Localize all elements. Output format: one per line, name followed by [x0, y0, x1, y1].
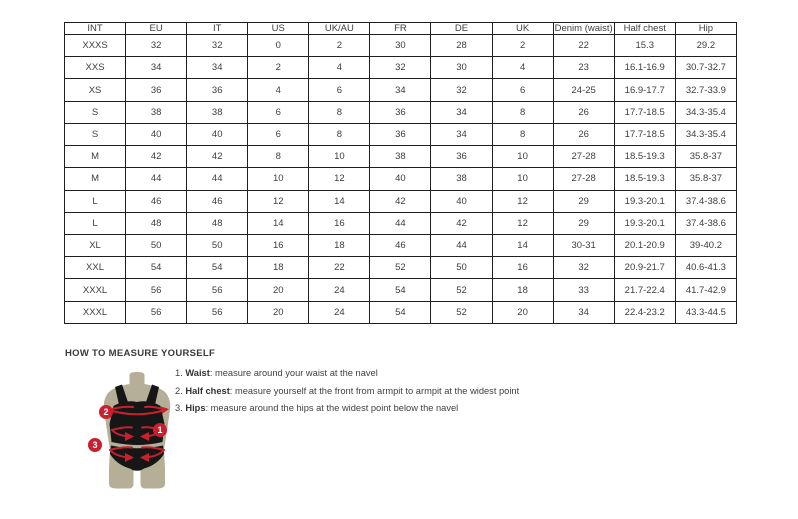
table-cell: 40 — [431, 190, 492, 212]
table-cell: 56 — [126, 279, 187, 301]
table-cell: 36 — [370, 101, 431, 123]
table-cell: 37.4-38.6 — [675, 212, 736, 234]
table-cell: 18 — [248, 257, 309, 279]
measure-instruction-half-chest — [175, 383, 519, 401]
instruction-text: : measure around the hips at the widest point below the navel — [205, 403, 459, 413]
table-cell: 52 — [431, 279, 492, 301]
table-cell: 18 — [492, 279, 553, 301]
instruction-text: : measure around your waist at the navel — [209, 368, 378, 378]
table-cell: M — [65, 146, 126, 168]
table-cell: 24 — [309, 301, 370, 323]
table-cell: 34 — [431, 101, 492, 123]
table-cell: 54 — [370, 301, 431, 323]
table-row — [65, 212, 737, 234]
table-row — [65, 257, 737, 279]
table-cell: 44 — [431, 234, 492, 256]
table-cell: 56 — [187, 301, 248, 323]
table-cell: 30 — [431, 57, 492, 79]
table-cell: 22 — [309, 257, 370, 279]
column-header: UK/AU — [309, 23, 370, 35]
table-cell: 32 — [431, 79, 492, 101]
table-cell: XXS — [65, 57, 126, 79]
table-cell: 50 — [431, 257, 492, 279]
table-cell: 8 — [309, 101, 370, 123]
table-cell: 16 — [248, 234, 309, 256]
table-cell: 20 — [248, 279, 309, 301]
column-header: Denim (waist) — [554, 23, 613, 34]
table-cell: 32 — [126, 35, 187, 57]
table-cell: 20.1-20.9 — [614, 234, 675, 256]
table-cell: 12 — [492, 190, 553, 212]
measure-instructions — [175, 365, 519, 418]
table-cell: 52 — [370, 257, 431, 279]
column-header: INT — [65, 23, 126, 35]
table-row — [65, 301, 737, 323]
measure-section-title: HOW TO MEASURE YOURSELF — [65, 348, 216, 359]
table-cell: 14 — [309, 190, 370, 212]
table-cell: 19.3-20.1 — [614, 190, 675, 212]
table-cell: 12 — [492, 212, 553, 234]
table-cell: 16.9-17.7 — [614, 79, 675, 101]
table-cell: 6 — [492, 79, 553, 101]
table-cell: 34 — [553, 301, 614, 323]
table-cell: XXXL — [65, 279, 126, 301]
measure-instruction-waist — [175, 365, 519, 383]
table-cell: 34 — [370, 79, 431, 101]
instruction-number: 2. — [175, 385, 183, 396]
table-cell: 12 — [248, 190, 309, 212]
table-cell: 36 — [370, 123, 431, 145]
size-table-body — [65, 35, 737, 324]
table-cell: 6 — [248, 123, 309, 145]
table-cell: 19.3-20.1 — [614, 212, 675, 234]
table-cell: 27-28 — [553, 168, 614, 190]
table-cell: 4 — [309, 57, 370, 79]
table-row — [65, 234, 737, 256]
table-cell: 28 — [431, 35, 492, 57]
table-row — [65, 57, 737, 79]
instruction-number: 1. — [175, 368, 183, 378]
marker-chest — [99, 405, 113, 419]
table-cell: 4 — [492, 57, 553, 79]
table-cell: 20 — [248, 301, 309, 323]
table-cell: 56 — [187, 279, 248, 301]
table-cell: 2 — [492, 35, 553, 57]
table-cell: 24-25 — [553, 79, 614, 101]
table-cell: 40 — [126, 123, 187, 145]
table-cell: 10 — [492, 146, 553, 168]
table-cell: 10 — [492, 168, 553, 190]
table-row — [65, 190, 737, 212]
table-cell: XXXL — [65, 301, 126, 323]
table-cell: 15.3 — [614, 35, 675, 57]
table-cell: 22 — [553, 35, 614, 57]
marker-waist-number: 1 — [157, 425, 163, 436]
table-cell: 8 — [492, 123, 553, 145]
table-cell: 21.7-22.4 — [614, 279, 675, 301]
size-table-head — [65, 23, 737, 35]
table-cell: 30 — [370, 35, 431, 57]
column-header: Hip — [675, 23, 736, 35]
table-cell: XXL — [65, 257, 126, 279]
column-header: Half chest — [614, 23, 675, 35]
table-cell: 44 — [187, 168, 248, 190]
table-cell: 10 — [309, 146, 370, 168]
marker-chest-number: 2 — [103, 407, 109, 418]
table-row — [65, 168, 737, 190]
table-cell: 46 — [187, 190, 248, 212]
table-cell: 26 — [553, 101, 614, 123]
table-cell: 12 — [309, 168, 370, 190]
table-row — [65, 146, 737, 168]
table-row — [65, 123, 737, 145]
column-header: US — [248, 23, 309, 35]
table-cell: 33 — [553, 279, 614, 301]
table-cell: 34 — [187, 57, 248, 79]
table-cell: 39-40.2 — [675, 234, 736, 256]
table-cell: 10 — [248, 168, 309, 190]
table-cell: 46 — [370, 234, 431, 256]
column-header: UK — [492, 23, 553, 35]
table-cell: 42 — [431, 212, 492, 234]
table-cell: 29.2 — [675, 35, 736, 57]
instruction-text: : measure yourself at the front from armpit to armpit at the widest point — [229, 385, 520, 396]
table-cell: 41.7-42.9 — [675, 279, 736, 301]
table-cell: 2 — [248, 57, 309, 79]
table-cell: 43.3-44.5 — [675, 301, 736, 323]
table-cell: S — [65, 101, 126, 123]
table-cell: 32 — [370, 57, 431, 79]
table-row — [65, 79, 737, 101]
table-cell: M — [65, 168, 126, 190]
table-cell: 16.1-16.9 — [614, 57, 675, 79]
table-cell: 2 — [309, 35, 370, 57]
table-cell: 8 — [309, 123, 370, 145]
column-header: EU — [126, 23, 187, 35]
table-cell: 37.4-38.6 — [675, 190, 736, 212]
table-cell: 24 — [309, 279, 370, 301]
table-cell: 38 — [126, 101, 187, 123]
table-row — [65, 279, 737, 301]
table-cell: 6 — [309, 79, 370, 101]
table-cell: 17.7-18.5 — [614, 123, 675, 145]
table-cell: 22.4-23.2 — [614, 301, 675, 323]
table-cell: 40.6-41.3 — [675, 257, 736, 279]
table-cell: 26 — [553, 123, 614, 145]
header-row — [65, 23, 737, 35]
table-cell: 48 — [187, 212, 248, 234]
table-cell: 29 — [553, 190, 614, 212]
table-cell: 54 — [370, 279, 431, 301]
table-cell: XXXS — [65, 35, 126, 57]
table-cell: 18.5-19.3 — [614, 168, 675, 190]
marker-hips-number: 3 — [92, 440, 98, 451]
table-cell: 32 — [187, 35, 248, 57]
table-cell: L — [65, 212, 126, 234]
table-cell: 38 — [370, 146, 431, 168]
table-cell: 14 — [492, 234, 553, 256]
table-cell: XS — [65, 79, 126, 101]
table-cell: 48 — [126, 212, 187, 234]
table-cell: 42 — [187, 146, 248, 168]
table-row — [65, 101, 737, 123]
marker-waist — [153, 423, 167, 437]
table-cell: 20 — [492, 301, 553, 323]
table-cell: 32.7-33.9 — [675, 79, 736, 101]
table-cell: 8 — [492, 101, 553, 123]
table-cell: 16 — [492, 257, 553, 279]
table-row — [65, 35, 737, 57]
table-cell: 40 — [187, 123, 248, 145]
column-header: IT — [187, 23, 248, 35]
table-cell: 50 — [126, 234, 187, 256]
marker-hips — [88, 438, 102, 452]
table-cell: 36 — [126, 79, 187, 101]
table-cell: 40 — [370, 168, 431, 190]
table-cell: 30-31 — [553, 234, 614, 256]
table-cell: 29 — [553, 212, 614, 234]
table-cell: 0 — [248, 35, 309, 57]
table-cell: 44 — [126, 168, 187, 190]
table-cell: 16 — [309, 212, 370, 234]
table-cell: 38 — [187, 101, 248, 123]
table-cell: 54 — [187, 257, 248, 279]
table-cell: 20.9-21.7 — [614, 257, 675, 279]
measure-instruction-hips — [175, 400, 519, 418]
instruction-number: 3. — [175, 403, 183, 413]
table-cell: 6 — [248, 101, 309, 123]
table-cell: 56 — [126, 301, 187, 323]
table-cell: 36 — [187, 79, 248, 101]
table-cell: 38 — [431, 168, 492, 190]
table-cell: 42 — [126, 146, 187, 168]
size-table — [64, 22, 737, 324]
instruction-label: Hips — [185, 403, 206, 413]
table-cell: L — [65, 190, 126, 212]
table-cell: XL — [65, 234, 126, 256]
table-cell: 27-28 — [553, 146, 614, 168]
table-cell: 18.5-19.3 — [614, 146, 675, 168]
table-cell: 34.3-35.4 — [675, 123, 736, 145]
table-cell: 54 — [126, 257, 187, 279]
table-cell: 42 — [370, 190, 431, 212]
table-cell: 14 — [248, 212, 309, 234]
table-cell: 30.7-32.7 — [675, 57, 736, 79]
table-cell: 36 — [431, 146, 492, 168]
table-cell: S — [65, 123, 126, 145]
table-cell: 18 — [309, 234, 370, 256]
table-cell: 35.8-37 — [675, 146, 736, 168]
table-cell: 4 — [248, 79, 309, 101]
table-cell: 17.7-18.5 — [614, 101, 675, 123]
table-cell: 35.8-37 — [675, 168, 736, 190]
table-cell: 34 — [431, 123, 492, 145]
table-cell: 8 — [248, 146, 309, 168]
column-header: FR — [370, 23, 431, 35]
table-cell: 52 — [431, 301, 492, 323]
column-header: DE — [431, 23, 492, 35]
instruction-label: Waist — [185, 368, 210, 378]
instruction-label: Half chest — [185, 385, 230, 396]
table-cell: 44 — [370, 212, 431, 234]
table-cell: 32 — [553, 257, 614, 279]
table-cell: 50 — [187, 234, 248, 256]
table-cell: 23 — [553, 57, 614, 79]
table-cell: 34 — [126, 57, 187, 79]
table-cell: 34.3-35.4 — [675, 101, 736, 123]
table-cell: 46 — [126, 190, 187, 212]
